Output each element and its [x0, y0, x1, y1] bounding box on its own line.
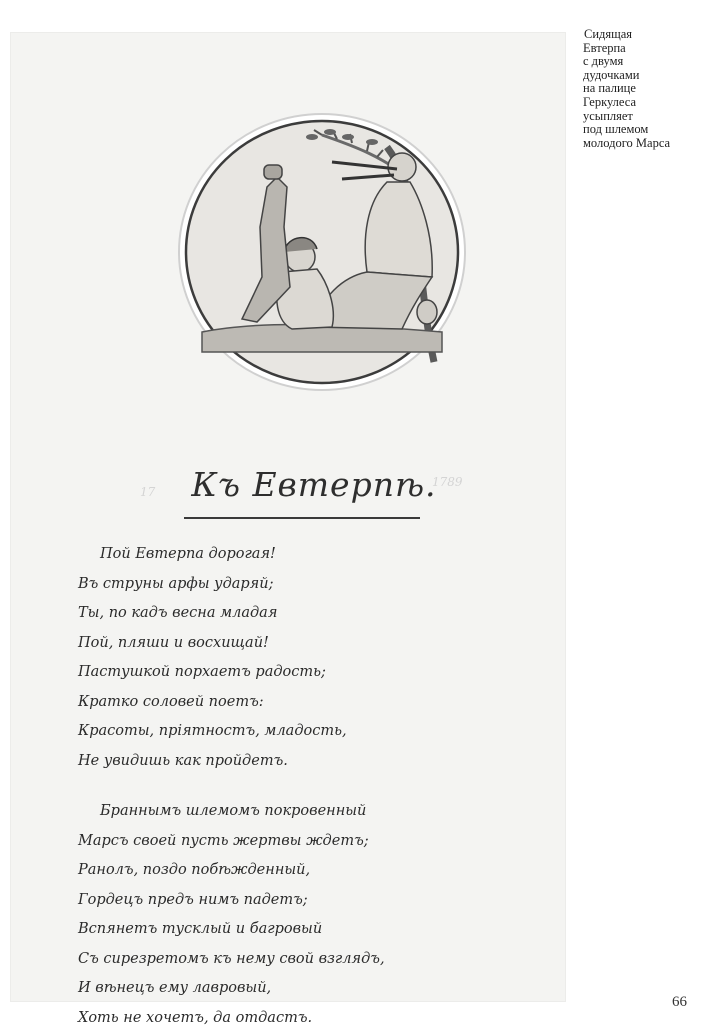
manuscript-sheet [10, 32, 566, 1002]
verse-line: Не увидишь как пройдетъ. [78, 747, 498, 777]
pencil-date-left: 17 [140, 485, 155, 499]
poem-heading [140, 457, 480, 527]
verse-line: Съ сирезретомъ къ нему свой взглядъ, [78, 945, 498, 975]
verse-line: Гордецъ предъ нимъ падетъ; [78, 886, 498, 916]
verse-line: Кратко соловей поетъ: [78, 688, 498, 718]
caption-line: Сидящая [583, 28, 713, 42]
caption-line: Геркулеса [583, 96, 713, 110]
verse-line: Пой Евтерпа дорогая! [78, 540, 498, 570]
caption-line: с двумя [583, 55, 713, 69]
verse-line: Вспянетъ тусклый и багровый [78, 915, 498, 945]
verse-line: И вѣнецъ ему лавровый, [78, 974, 498, 1004]
caption-line: на палице [583, 82, 713, 96]
verse-line: Марсъ своей пусть жертвы ждетъ; [78, 827, 498, 857]
caption-line: Евтерпа [583, 42, 713, 56]
illustration-caption [583, 28, 713, 150]
stanza-1 [78, 540, 498, 776]
poem-title: Къ Евтерпѣ. [184, 465, 444, 504]
verse-line: Въ струны арфы ударяй; [78, 570, 498, 600]
verse-line: Пой, пляши и восхищай! [78, 629, 498, 659]
verse-line: Красоты, пріятностъ, младость, [78, 717, 498, 747]
caption-line: молодого Марса [583, 137, 713, 151]
caption-line: усыпляет [583, 110, 713, 124]
verse-line: Ранолъ, поздо побѣжденный, [78, 856, 498, 886]
verse-line: Ты, по кадъ весна младая [78, 599, 498, 629]
caption-line: под шлемом [583, 123, 713, 137]
medallion-illustration [172, 107, 472, 397]
verse-line: Пастушкой порхаетъ радость; [78, 658, 498, 688]
euterpe-medallion [172, 107, 472, 397]
pencil-date-right: 1789 [432, 475, 463, 489]
stanza-2 [78, 797, 498, 1033]
verse-line: Браннымъ шлемомъ покровенный [78, 797, 498, 827]
caption-line: дудочками [583, 69, 713, 83]
title-underline [184, 517, 420, 519]
verse-line: Хоть не хочетъ, да отдастъ. [78, 1004, 498, 1033]
page-number: 66 [672, 994, 687, 1011]
